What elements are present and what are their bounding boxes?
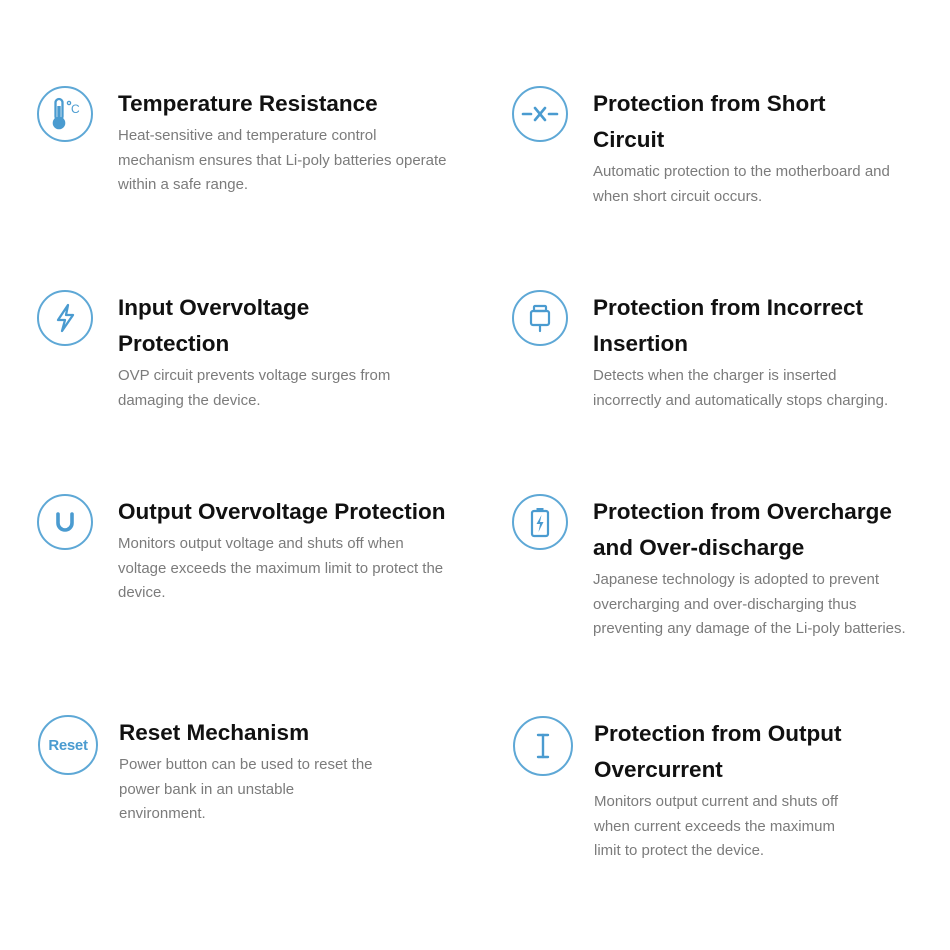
- feature-title: Protection from Output Overcurrent: [594, 721, 842, 782]
- feature-description: Detects when the charger is inserted incorrectly and automatically stops charging.: [593, 367, 889, 409]
- feature-description: Automatic protection to the motherboard and when short circuit occurs.: [593, 163, 890, 205]
- feature-title: Reset Mechanism: [119, 720, 310, 745]
- feature-title: Protection from Overcharge and Over-discharge: [593, 499, 892, 560]
- reset-icon: [38, 715, 98, 775]
- feature-description: Power button can be used to reset the power bank in an unstable environment.: [119, 756, 373, 822]
- feature-title: Output Overvoltage Protection: [118, 499, 446, 524]
- feature-title: Input Overvoltage Protection: [118, 295, 310, 356]
- reset-icon-label: Reset: [48, 736, 88, 754]
- feature-title: Protection from Short Circuit: [593, 91, 826, 152]
- feature-description: Monitors output current and shuts off when current exceeds the maximum limit to protect the device.: [594, 793, 839, 859]
- feature-title: Protection from Incorrect Insertion: [593, 295, 864, 356]
- feature-description: Monitors output voltage and shuts off when voltage exceeds the maximum limit to protect the device.: [118, 535, 444, 601]
- battery-icon: [512, 494, 568, 550]
- svg-text:C: C: [71, 102, 80, 116]
- feature-description: OVP circuit prevents voltage surges from damaging the device.: [118, 367, 391, 409]
- current-icon: [513, 716, 573, 776]
- magnet-icon: [37, 494, 93, 550]
- lightning-icon: [37, 290, 93, 346]
- thermometer-icon: [37, 86, 93, 142]
- feature-description: Heat-sensitive and temperature control mechanism ensures that Li-poly batteries operate within a safe range.: [118, 127, 447, 193]
- feature-title: Temperature Resistance: [118, 91, 378, 116]
- feature-description: Japanese technology is adopted to prevent overcharging and over-discharging thus preventing any damage of the Li-poly batteries.: [593, 571, 906, 637]
- short-circuit-icon: [512, 86, 568, 142]
- plug-icon: [512, 290, 568, 346]
